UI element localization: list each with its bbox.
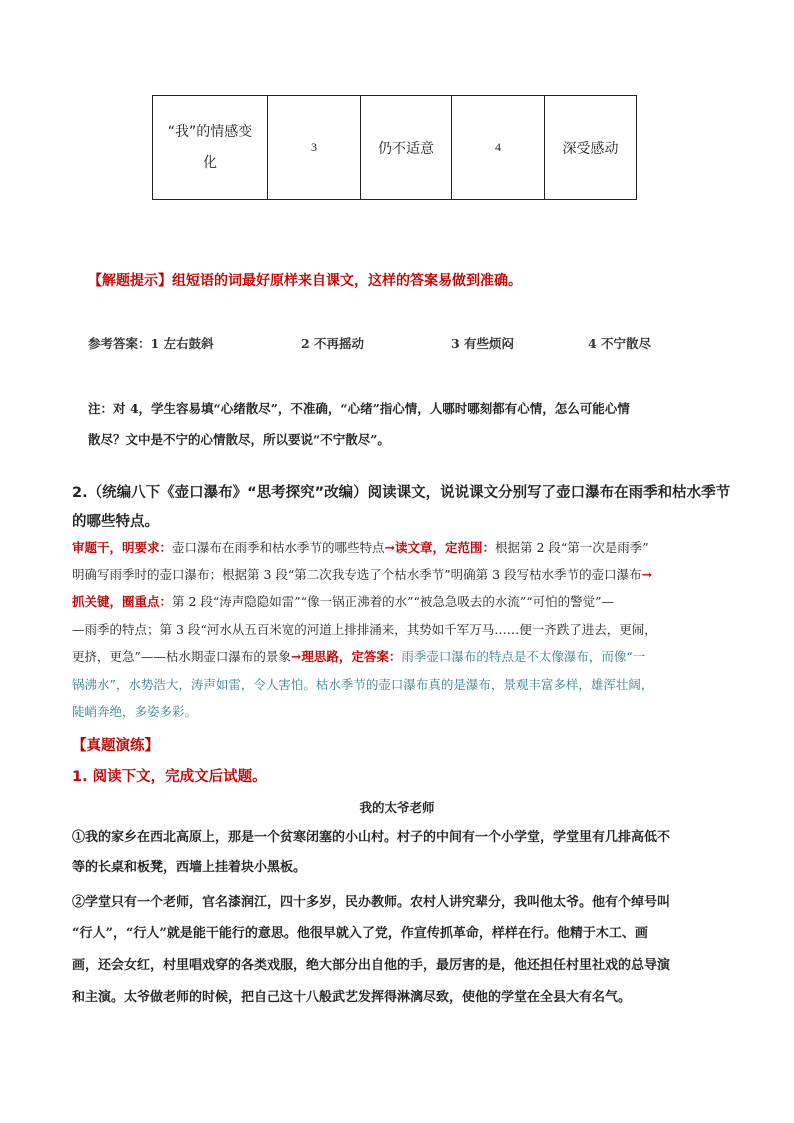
answer-item: 4 不宁散尽	[588, 336, 652, 351]
analysis-text: 壶口瀑布在雨季和枯水季节的哪些特点	[172, 540, 385, 555]
table-cell-label	[153, 96, 268, 200]
analysis-line-1	[72, 538, 732, 556]
analysis-line-3	[72, 592, 732, 610]
answer-label-and-item1	[88, 334, 214, 352]
exercise-instruction: 1. 阅读下文，完成文后试题。	[72, 769, 267, 785]
answer-item: 3 有些烦闷	[451, 336, 515, 351]
analysis-text: 第 2 段“涛声隐隐如雷”“像一锅正沸着的水”“被急急吸去的水流”“可怕的警觉”—	[172, 594, 615, 609]
solution-hint	[88, 270, 748, 290]
analysis-text: 根据第 2 段“第一次是雨季”	[495, 540, 649, 555]
analysis-line-6: 锅沸水”，水势浩大，涛声如雷，令人害怕。枯水季节的壶口瀑布真的是瀑布，景观丰富多样，雄浑壮阔，	[72, 677, 654, 692]
question-2-line-2: 的哪些特点。	[72, 514, 159, 530]
story-para-2-line-4: 和主演。太爷做老师的时候，把自己这十八般武艺发挥得淋漓尽致，使他的学堂在全县大有名气。	[72, 990, 632, 1005]
section-heading: 【真题演练】	[72, 738, 159, 754]
analysis-line-5	[72, 647, 732, 665]
analysis-text: 明确写雨季时的壶口瀑布；根据第 3 段“第二次我专选了个枯水季节”明确第 3 段写枯水季节的壶口瀑布	[72, 567, 642, 582]
analysis-line-2	[72, 565, 732, 583]
hint-text: 组短语的词最好原样来自课文，这样的答案易做到准确。	[172, 273, 522, 289]
story-para-1-line-2: 等的长桌和板凳，西墙上挂着块小黑板。	[72, 860, 307, 875]
note-line-2: 散尽？文中是不宁的心情散尽，所以要说“不宁散尽”。	[88, 432, 390, 447]
step-arrow: →	[641, 567, 653, 582]
analysis-line-4: —雨季的特点；第 3 段“河水从五百米宽的河道上排排涌来，其势如千军万马……便一齐跌了进去，更闹，	[72, 622, 657, 637]
step-label: 抓关键，圈重点：	[72, 594, 173, 609]
emotion-table	[152, 95, 637, 200]
analysis-line-7: 陡峭奔绝，多姿多彩。	[72, 704, 198, 719]
story-para-2-line-1: ②学堂只有一个老师，官名漆润江，四十多岁，民办教师。农村人讲究辈分，我叫他太爷。他有个绰号叫	[72, 895, 671, 910]
hint-label: 【解题提示】	[88, 273, 172, 289]
answer-item: 1 左右鼓斜	[150, 336, 214, 351]
step-label: 审题干，明要求：	[72, 540, 173, 555]
story-para-1-line-1: ①我的家乡在西北高原上，那是一个贫寒闭塞的小山村。村子的中间有一个小学堂，学堂里有几排高低不	[72, 830, 671, 845]
table-cell-value4: 深受感动	[545, 96, 637, 200]
story-para-2-line-2: “行人”，“行人”就是能干能行的意思。他很早就入了党，作宣传抓革命，样样在行。他精于木工、画	[72, 926, 648, 941]
cell-label-line2: 化	[203, 154, 217, 171]
answer-text: 雨季壶口瀑布的特点是不太像瀑布，而像“一	[401, 649, 646, 664]
story-title: 我的太爷老师	[359, 800, 435, 815]
story-para-2-line-3: 画，还会女红，村里唱戏穿的各类戏服，绝大部分出自他的手，最厉害的是，他还担任村里社戏的总导演	[72, 958, 671, 973]
note-line-1: 注：对 4，学生容易填“心绪散尽”，不准确，“心绪”指心情，人哪时哪刻都有心情，怎么可能心情	[88, 401, 630, 416]
step-label: →理思路，定答案：	[290, 649, 402, 664]
table-row	[153, 96, 637, 200]
answer-item: 2 不再摇动	[301, 336, 365, 351]
table-cell-num3: 3	[268, 96, 361, 200]
question-2-line-1: 2.（统编八下《壶口瀑布》“思考探究”改编）阅读课文，说说课文分别写了壶口瀑布在雨季和枯水季节	[72, 485, 731, 501]
table-cell-value3: 仍不适意	[361, 96, 452, 200]
step-label: →读文章，定范围：	[384, 540, 496, 555]
analysis-text: 更挤，更急”——枯水期壶口瀑布的景象	[72, 649, 291, 664]
table-cell-num4: 4	[452, 96, 545, 200]
answer-label: 参考答案：	[88, 336, 151, 351]
cell-label-line1: “我”的情感变	[167, 123, 253, 140]
